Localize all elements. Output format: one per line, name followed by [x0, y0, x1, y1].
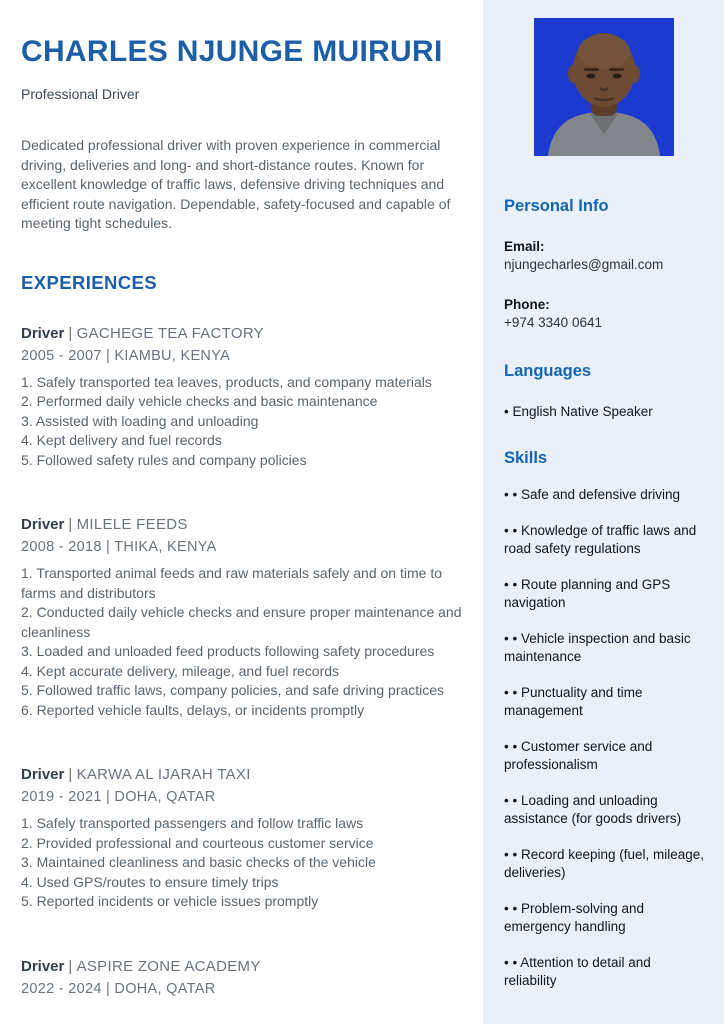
experience-duty: 1. Safely transported tea leaves, products, and company materials: [21, 373, 432, 390]
skill-item: • • Attention to detail and reliability: [504, 955, 651, 988]
experience-entry: [21, 325, 471, 471]
experience-title: [21, 516, 471, 533]
skill-item: • • Loading and unloading assistance (for goods drivers): [504, 793, 682, 826]
experience-duty: 6. Reported vehicle faults, delays, or incidents promptly: [21, 701, 365, 718]
experience-duty: 3. Assisted with loading and unloading: [21, 412, 259, 429]
email-value: njungecharles@gmail.com: [504, 257, 664, 272]
experience-role: Driver: [21, 957, 65, 975]
experience-duties: [21, 814, 471, 912]
experience-duty: 1. Safely transported passengers and follow traffic laws: [21, 815, 364, 832]
experience-entry: [21, 958, 471, 997]
experience-duty: 4. Kept delivery and fuel records: [21, 432, 222, 449]
separator: |: [68, 516, 73, 534]
sidebar-content: [483, 197, 724, 990]
experience-role: Driver: [21, 324, 65, 342]
experience-company: ASPIRE ZONE ACADEMY: [76, 957, 261, 975]
experience-company: KARWA AL IJARAH TAXI: [76, 766, 251, 784]
experience-company: MILELE FEEDS: [76, 516, 188, 534]
experience-company: GACHEGE TEA FACTORY: [76, 324, 264, 342]
experience-dates: 2019 - 2021 | DOHA, QATAR: [21, 789, 216, 806]
experience-dates: 2022 - 2024 | DOHA, QATAR: [21, 980, 216, 997]
skill-item: • • Vehicle inspection and basic maintenance: [504, 631, 691, 664]
skill-item: • • Knowledge of traffic laws and road safety regulations: [504, 523, 697, 556]
language-item: • English Native Speaker: [504, 404, 653, 419]
profile-photo: [534, 18, 674, 156]
experience-dates: 2008 - 2018 | THIKA, KENYA: [21, 539, 217, 556]
experience-duty: 4. Kept accurate delivery, mileage, and fuel records: [21, 662, 340, 679]
experience-duty: 5. Followed traffic laws, company policies, and safe driving practices: [21, 682, 445, 699]
skill-item: • • Route planning and GPS navigation: [504, 577, 671, 610]
skill-item: • • Problem-solving and emergency handling: [504, 901, 645, 934]
separator: |: [68, 957, 73, 975]
languages-heading: Languages: [504, 362, 592, 380]
experience-title: [21, 766, 471, 783]
separator: |: [68, 766, 73, 784]
experience-duties: [21, 373, 471, 471]
summary-text: Dedicated professional driver with proven experience in commercial driving, deliveries and long- and short-distance routes. Known for excellent knowledge of traffic laws, defensive driving techniques and efficient route navigation. Dependable, safety-focused and capable of meeting tight schedules.: [21, 137, 451, 232]
phone-value: +974 3340 0641: [504, 315, 602, 330]
experience-duty: 2. Conducted daily vehicle checks and ensure proper maintenance and cleanliness: [21, 604, 462, 640]
experience-duty: 3. Maintained cleanliness and basic checks of the vehicle: [21, 854, 376, 871]
email-label: Email:: [504, 239, 545, 254]
experience-duty: 3. Loaded and unloaded feed products following safety procedures: [21, 643, 435, 660]
skill-item: • • Punctuality and time management: [504, 685, 643, 718]
experience-duty: 5. Reported incidents or vehicle issues promptly: [21, 893, 319, 910]
experiences-heading: EXPERIENCES: [21, 271, 157, 293]
experience-role: Driver: [21, 766, 65, 784]
experience-title: [21, 958, 471, 975]
name-heading: CHARLES NJUNGE MUIRURI: [21, 35, 443, 68]
separator: |: [68, 324, 73, 342]
phone-label: Phone:: [504, 297, 550, 312]
experience-dates: 2005 - 2007 | KIAMBU, KENYA: [21, 347, 231, 364]
skill-item: • • Record keeping (fuel, mileage, deliveries): [504, 847, 705, 880]
experience-duties: [21, 564, 471, 720]
personal-info-heading: Personal Info: [504, 197, 609, 215]
experience-title: [21, 325, 471, 342]
skill-item: • • Safe and defensive driving: [504, 487, 681, 502]
experience-role: Driver: [21, 516, 65, 534]
experience-duty: 5. Followed safety rules and company policies: [21, 451, 307, 468]
phone-field: [504, 296, 706, 332]
job-title: Professional Driver: [21, 86, 140, 103]
experience-duty: 2. Provided professional and courteous customer service: [21, 834, 374, 851]
experience-duty: 4. Used GPS/routes to ensure timely trips: [21, 873, 279, 890]
skill-item: • • Customer service and professionalism: [504, 739, 653, 772]
experience-duty: 2. Performed daily vehicle checks and basic maintenance: [21, 393, 378, 410]
skills-heading: Skills: [504, 449, 548, 467]
email-field: [504, 238, 706, 274]
experience-duty: 1. Transported animal feeds and raw materials safely and on time to farms and distributors: [21, 565, 442, 601]
experience-entry: [21, 516, 471, 720]
experience-entry: [21, 766, 471, 912]
sidebar: [483, 0, 724, 1024]
